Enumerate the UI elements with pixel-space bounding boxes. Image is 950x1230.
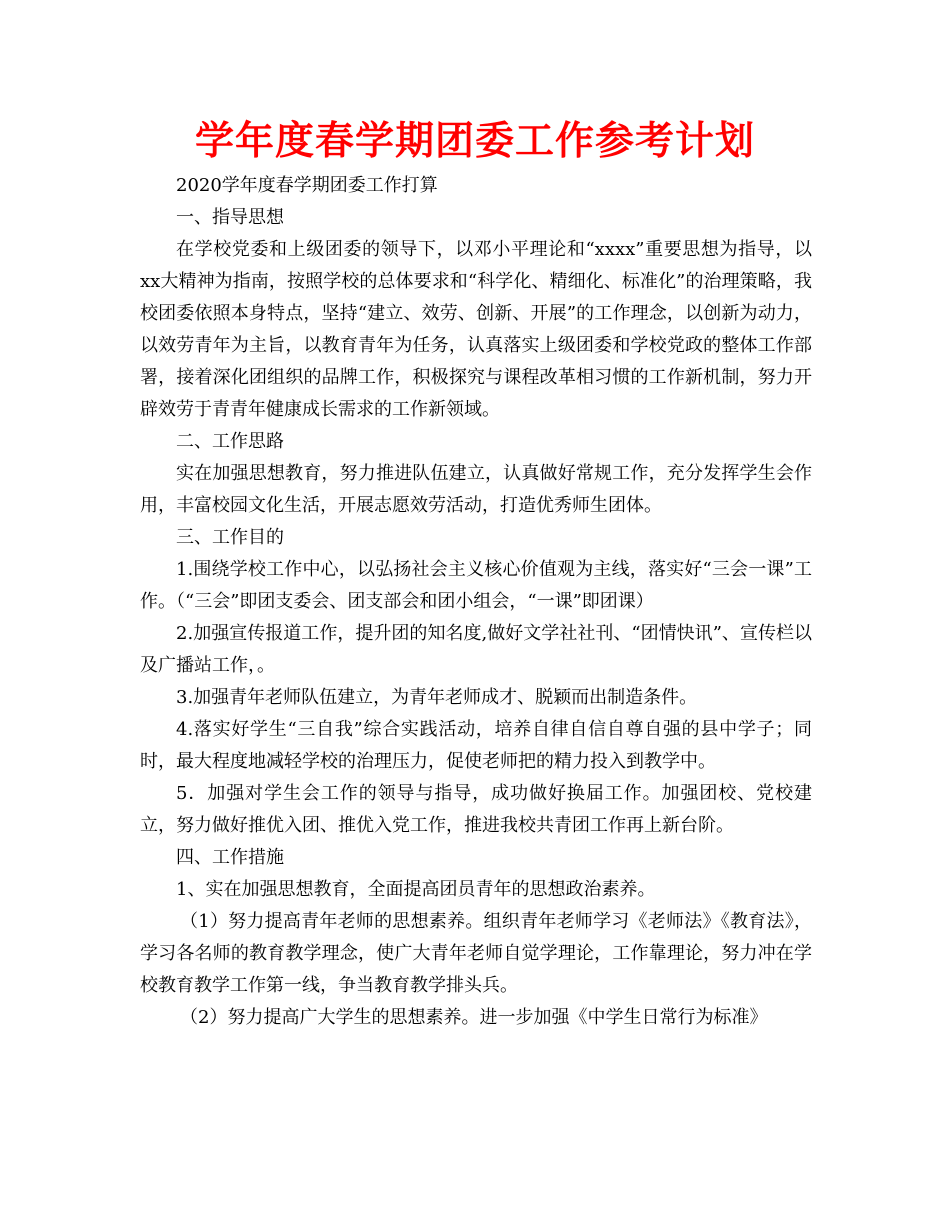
document-body — [140, 170, 812, 1034]
list-item: 3.加强青年老师队伍建立，为青年老师成才、脱颖而出制造条件。 — [176, 687, 698, 708]
document-title: 学年度春学期团委工作参考计划 — [194, 119, 755, 164]
section-heading: 二、工作思路 — [176, 431, 284, 452]
sub-list-item: （2）努力提高广大学生的思想素养。进一步加强《中学生日常行为标准》 — [180, 1007, 768, 1028]
section-heading: 三、工作目的 — [176, 527, 284, 548]
section-heading: 四、工作措施 — [176, 847, 284, 868]
paragraph: 在学校党委和上级团委的领导下，以邓小平理论和“xxxx”重要思想为指导，以xx大精神为指南，按照学校的总体要求和“科学化、精细化、标准化”的治理策略，我校团委依照本身特点，坚持“建立、效劳、创新、开展”的工作理念，以创新为动力，以效劳青年为主旨，以教育青年为任务，认真落实上级团委和学校党政的整体工作部署，接着深化团组织的品牌工作，积极探究与课程改革相习惯的工作新机制，努力开辟效劳于青青年健康成长需求的工作新领域。 — [140, 239, 812, 420]
paragraph: 实在加强思想教育，努力推进队伍建立，认真做好常规工作，充分发挥学生会作用，丰富校园文化生活，开展志愿效劳活动，打造优秀师生团体。 — [140, 463, 812, 516]
list-item: 4.落实好学生“三自我”综合实践活动，培养自律自信自尊自强的县中学子；同时，最大程度地减轻学校的治理压力，促使老师把的精力投入到教学中。 — [140, 719, 812, 772]
list-item: 1.围绕学校工作中心，以弘扬社会主义核心价值观为主线，落实好“三会一课”工作。（“三会”即团支委会、团支部会和团小组会，“一课”即团课） — [140, 559, 812, 612]
list-item: 5．加强对学生会工作的领导与指导，成功做好换届工作。加强团校、党校建立，努力做好推优入团、推优入党工作，推进我校共青团工作再上新台阶。 — [140, 783, 812, 836]
section-heading: 一、指导思想 — [176, 207, 284, 228]
list-item: 2.加强宣传报道工作，提升团的知名度,做好文学社社刊、“团情快讯”、宣传栏以及广播站工作，。 — [140, 623, 812, 676]
sub-list-item: （1）努力提高青年老师的思想素养。组织青年老师学习《老师法》《教育法》，学习各名师的教育教学理念，使广大青年老师自觉学理论，工作靠理论，努力冲在学校教育教学工作第一线，争当教育教学排头兵。 — [140, 911, 812, 996]
document-subtitle: 2020学年度春学期团委工作打算 — [176, 175, 438, 196]
subsection-heading: 1、实在加强思想教育，全面提高团员青年的思想政治素养。 — [176, 879, 656, 900]
